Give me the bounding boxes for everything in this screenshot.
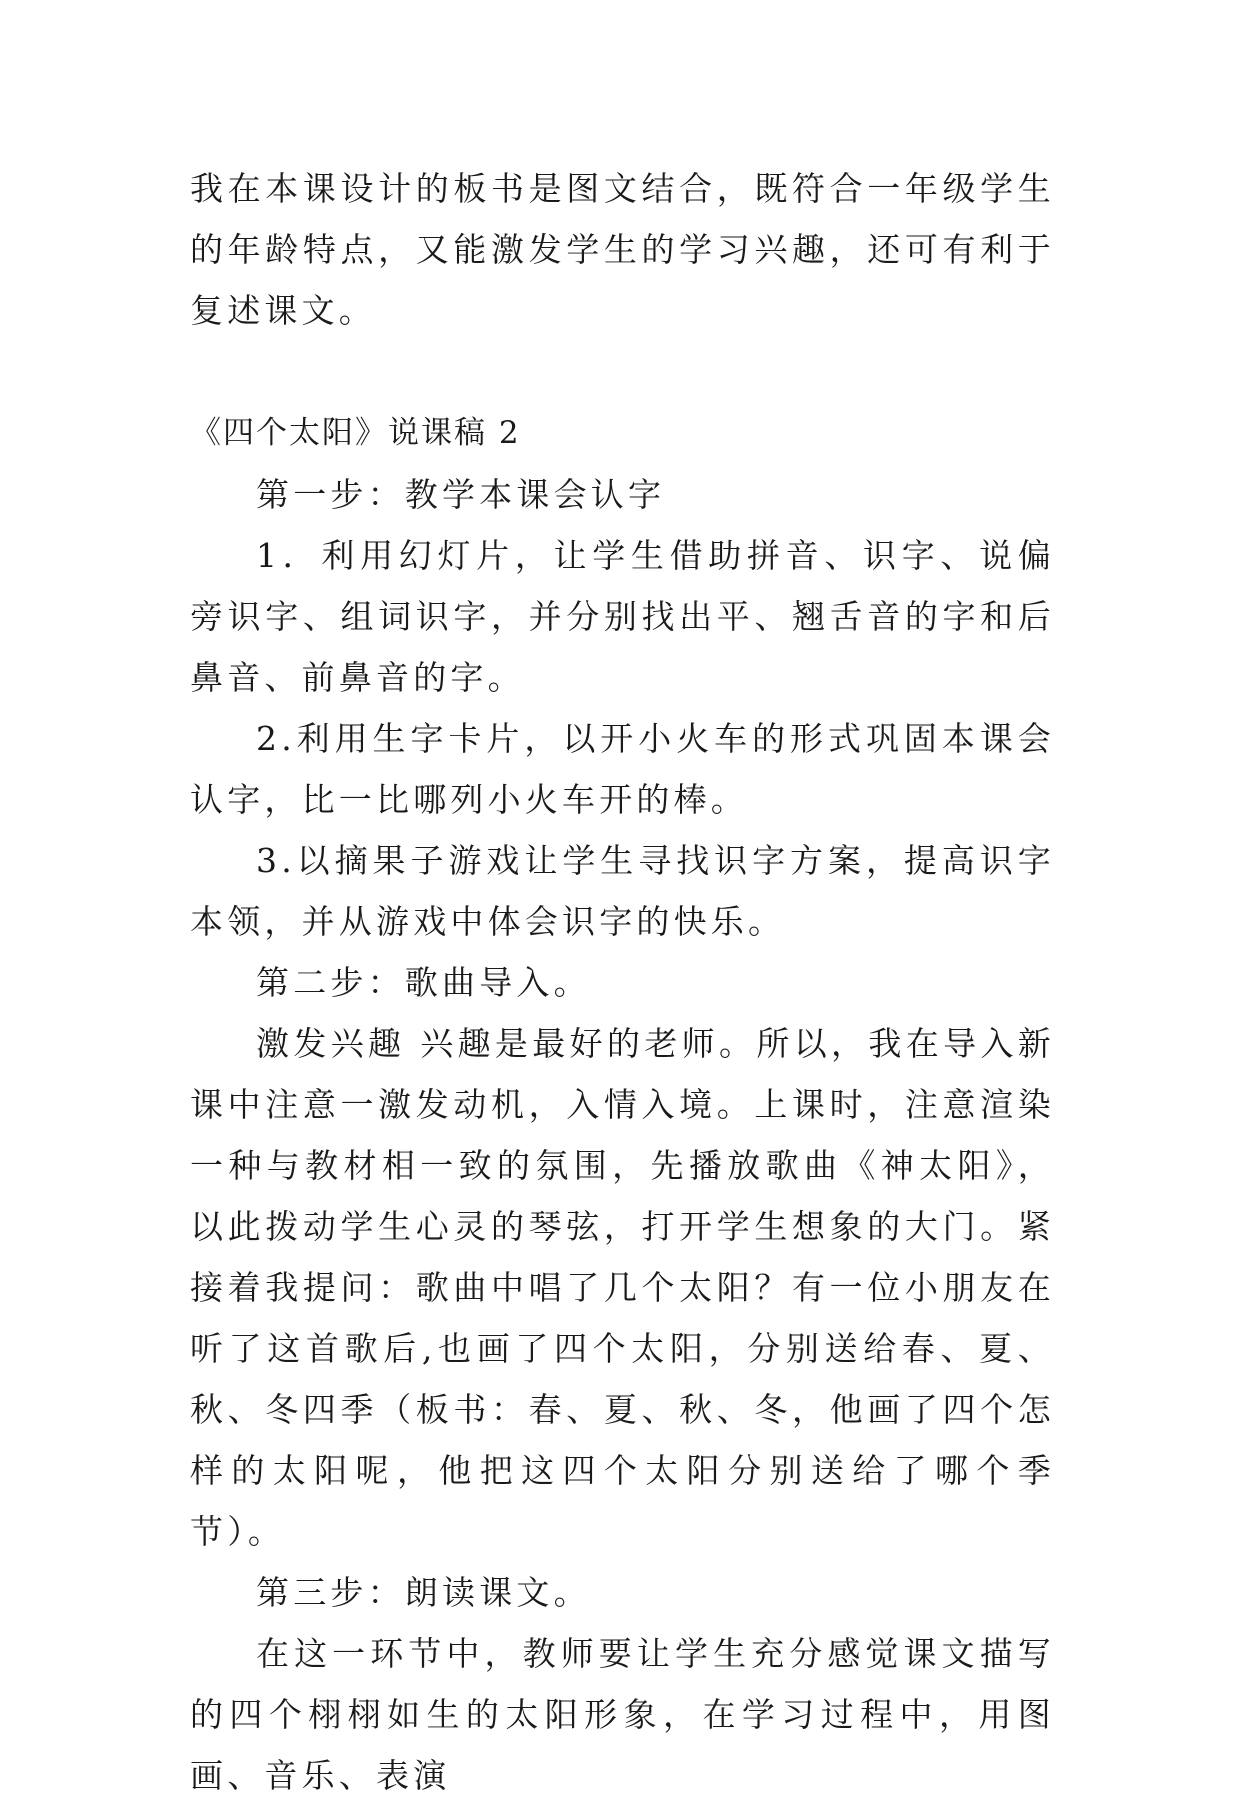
step1-heading: 第一步：教学本课会认字: [256, 475, 666, 514]
step2-body: 激发兴趣 兴趣是最好的老师。所以，我在导入新课中注意一激发动机，入情入境。上课时，注意渲染一种与教材相一致的氛围，先播放歌曲《神太阳》，以此拨动学生心灵的琴弦，打开学生想象的大门。紧接着我提问：歌曲中唱了几个太阳？有一位小朋友在听了这首歌后,也画了四个太阳，分别送给春、夏、秋、冬四季（板书：春、夏、秋、冬，他画了四个怎样的太阳呢，他把这四个太阳分别送给了哪个季节）。: [190, 1024, 1055, 1551]
document-page: [190, 158, 1055, 1806]
intro-paragraph: 我在本课设计的板书是图文结合，既符合一年级学生的年龄特点，又能激发学生的学习兴趣，还可有利于复述课文。: [190, 169, 1055, 330]
step1-item-3: 3.以摘果子游戏让学生寻找识字方案，提高识字本领，并从游戏中体会识字的快乐。: [190, 841, 1055, 941]
step3-body: 在这一环节中，教师要让学生充分感觉课文描写的四个栩栩如生的太阳形象，在学习过程中，用图画、音乐、表演: [190, 1634, 1055, 1795]
step2-heading: 第二步：歌曲导入。: [256, 963, 591, 1002]
step1-item-1: 1．利用幻灯片，让学生借助拼音、识字、说偏旁识字、组词识字，并分别找出平、翘舌音的字和后鼻音、前鼻音的字。: [190, 536, 1055, 697]
paragraph-gap: [190, 341, 1055, 403]
section-title: 《四个太阳》说课稿 2: [190, 415, 521, 451]
step1-item-2: 2.利用生字卡片，以开小火车的形式巩固本课会认字，比一比哪列小火车开的棒。: [190, 719, 1055, 819]
step3-heading: 第三步：朗读课文。: [256, 1573, 591, 1612]
